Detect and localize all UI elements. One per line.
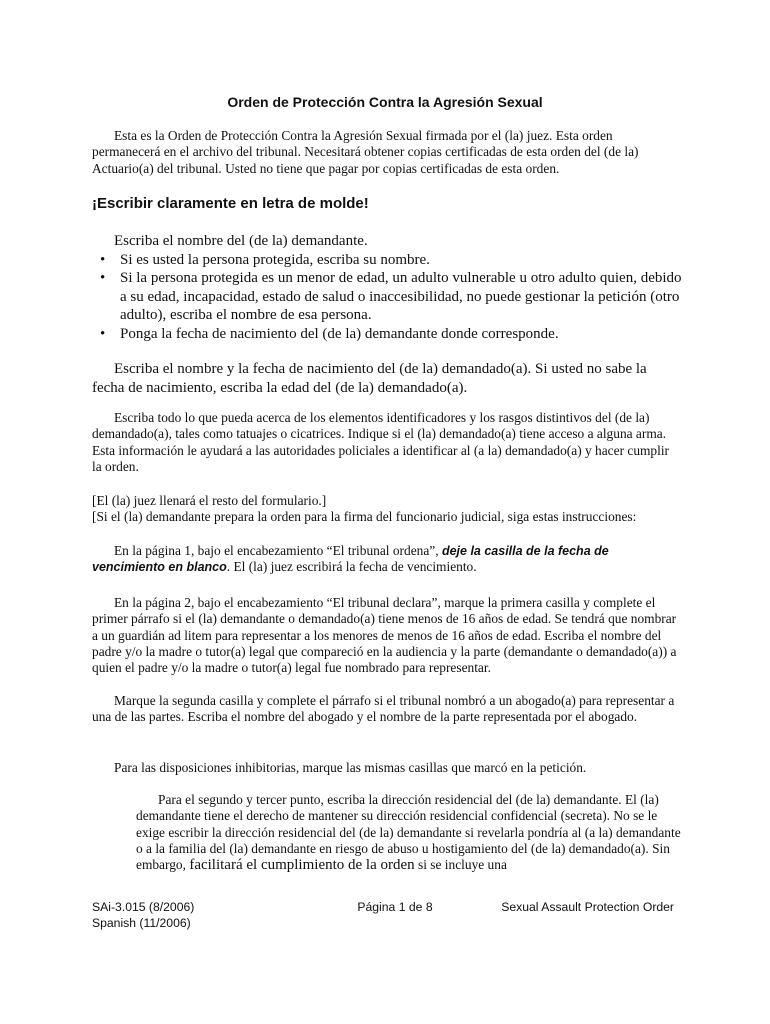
page-title: Orden de Protección Contra la Agresión Sexual <box>227 94 543 110</box>
enforcement-emphasis: facilitará el cumplimiento de la orden <box>189 857 415 874</box>
identifiers-paragraph: Escriba todo lo que pueda acerca de los elementos identificadores y los rasgos distintivos del (de la) demandado(a), tales como tatuajes o cicatrices. Indique si el (la) demandado(a) tiene acceso a alguna arma. Esta información le ayudará a las autoridades policiales a identificar al (a la) demandado(a) y hacer cumplir la orden. <box>92 410 670 474</box>
bracket-note-1: [El (la) juez llenará el resto del formulario.] <box>92 493 327 508</box>
section-heading: ¡Escribir claramente en letra de molde! <box>92 195 369 212</box>
footer-form-info <box>92 900 194 931</box>
footer-form-name: Sexual Assault Protection Order <box>501 900 674 914</box>
bullet-item: • Si la persona protegida es un menor de edad, un adulto vulnerable u otro adulto quien, debido a su edad, incapacidad, estado de salud o inaccesibilidad, no puede gestionar la petición (otro adulto), escriba el nombre de esa persona. <box>100 270 682 324</box>
bracket-instructions <box>92 493 682 526</box>
respondent-paragraph: Escriba el nombre y la fecha de nacimiento del (de la) demandado(a). Si usted no sabe la fecha de nacimiento, escriba la edad del (de la) demandado(a). <box>92 361 647 396</box>
page1-paragraph: En la página 1, bajo el encabezamiento “El tribunal ordena”, deje la casilla de la fecha de vencimiento en blanco. El (la) juez escribirá la fecha de vencimiento. <box>92 543 609 575</box>
bullet-dot-icon: • <box>100 251 106 268</box>
bracket-note-2: [Si el (la) demandante prepara la orden para la firma del funcionario judicial, siga estas instrucciones: <box>92 509 637 525</box>
page2-paragraph: En la página 2, bajo el encabezamiento “El tribunal declara”, marque la primera casilla y complete el primer párrafo si el (la) demandante o demandado(a) tiene menos de 16 años de edad. Se tendrá que nombrar a un guardián ad litem para representar a los menores de menos de 16 años de edad. Escriba el nombre del padre y/o la madre o tutor(a) legal que compareció en la audiencia y la parte (demandante o demandado(a)) a quien el padre y/o la madre o tutor(a) legal fue nombrado para representar. <box>92 595 677 676</box>
address-paragraph: Para el segundo y tercer punto, escriba la dirección residencial del (de la) demandante. El (la) demandante tiene el derecho de mantener su dirección residencial confidencial (secreta). No se le exige escribir la dirección residencial del (de la) demandante si revelarla pondría al (a la) demandante o a la familia del (la) demandante en riesgo de abuso u hostigamiento del (de la) demandado(a). Sin embargo, facilitará el cumplimiento de la orden si se incluye una <box>136 792 681 874</box>
petitioner-instruction-text: Escriba el nombre del (de la) demandante. <box>114 233 368 249</box>
petitioner-instructions <box>92 232 682 344</box>
intro-paragraph: Esta es la Orden de Protección Contra la Agresión Sexual firmada por el (la) juez. Esta orden permanecerá en el archivo del tribunal. Necesitará obtener copias certificadas de esta orden del (de la) Actuario(a) del tribunal. Usted no tiene que pagar por copias certificadas de esta orden. <box>92 128 639 176</box>
footer-form-id: SAi-3.015 (8/2006) <box>92 900 195 914</box>
petitioner-bullet-list <box>92 251 682 344</box>
footer-page-number: Página 1 de 8 <box>357 900 433 914</box>
bullet-item: • Si es usted la persona protegida, escriba su nombre. <box>100 251 430 268</box>
bullet-dot-icon: • <box>100 270 106 287</box>
footer-language: Spanish (11/2006) <box>92 915 191 930</box>
bullet-item: • Ponga la fecha de nacimiento del (de la) demandante donde corresponde. <box>100 325 559 342</box>
second-box-paragraph: Marque la segunda casilla y complete el párrafo si el tribunal nombró a un abogado(a) para representar a una de las partes. Escriba el nombre del abogado y el nombre de la parte representada por el abogado. <box>92 693 675 725</box>
bullet-dot-icon: • <box>100 325 106 342</box>
expiration-emphasis: deje la casilla de la fecha de vencimiento en blanco <box>92 544 609 575</box>
restraining-paragraph: Para las disposiciones inhibitorias, marque las mismas casillas que marcó en la petición. <box>114 760 587 775</box>
